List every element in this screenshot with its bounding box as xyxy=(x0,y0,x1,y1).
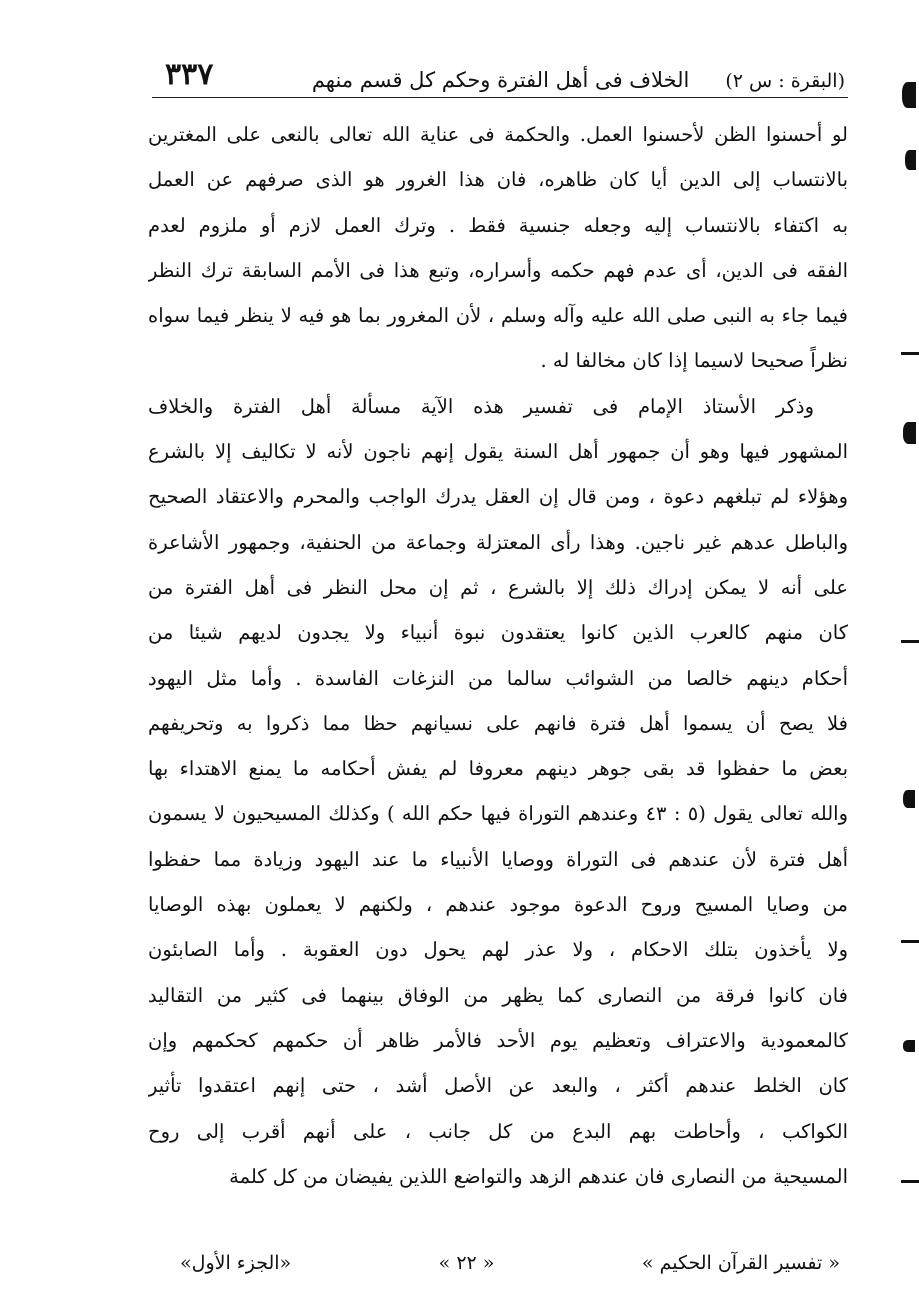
footer-part-label: «الجزء الأول» xyxy=(180,1252,292,1274)
binding-mark xyxy=(903,790,915,808)
text-line: الكواكب ، وأحاطت بهم البدع من كل جانب ، على أنهم أقرب إلى روح xyxy=(148,1119,848,1143)
text-line: المسيحية من النصارى فان عندهم الزهد والتواضع اللذين يفيضان من كل كلمة xyxy=(229,1164,848,1188)
binding-mark xyxy=(902,82,916,108)
text-line: فان كانوا فرقة من النصارى كما يظهر من الوفاق بينهما فى كثير من التقاليد xyxy=(148,983,848,1007)
binding-mark xyxy=(901,352,919,355)
header-surah-reference: (البقرة : س ٢) xyxy=(725,70,845,92)
text-line: فيما جاء به النبى صلى الله عليه وآله وسلم ، لأن المغرور بما هو فيه لا ينظر فيما سواه xyxy=(148,304,848,328)
binding-mark xyxy=(903,1040,915,1052)
running-footer xyxy=(180,1246,840,1280)
text-line: ولا يأخذون بتلك الاحكام ، ولا عذر لهم يحول دون العقوبة . وأما الصابئون xyxy=(148,938,848,962)
binding-edge-marks xyxy=(893,0,919,1314)
running-header xyxy=(165,52,845,92)
text-line: نظراً صحيحا لاسيما إذا كان مخالفا له . xyxy=(540,349,848,373)
text-line: المشهور فيها وهو أن جمهور أهل السنة يقول إنهم ناجون لأنه لا تكاليف إلا بالشرع xyxy=(148,440,848,464)
text-line: بالانتساب إلى الدين أيا كان ظاهره، فان هذا الغرور هو الذى صرفهم عن العمل xyxy=(148,168,848,192)
text-line: وهؤلاء لم تبلغهم دعوة ، ومن قال إن العقل يدرك الواجب والمحرم والاعتقاد الصحيح xyxy=(148,485,848,509)
text-line: والله تعالى يقول (٥ : ٤٣ وعندهم التوراة فيها حكم الله ) وكذلك المسيحيون لا يسمون xyxy=(148,802,848,826)
binding-mark xyxy=(901,640,919,643)
binding-mark xyxy=(901,1180,919,1183)
binding-mark xyxy=(901,940,919,943)
binding-mark xyxy=(905,150,916,170)
binding-mark xyxy=(903,422,916,444)
paragraph xyxy=(148,112,848,384)
header-text-group xyxy=(312,68,845,92)
text-line: وذكر الأستاذ الإمام فى تفسير هذه الآية مسألة أهل الفترة والخلاف xyxy=(148,394,814,418)
text-line: كالمعمودية والاعتراف وتعظيم يوم الأحد فالأمر ظاهر أن حكمهم كحكمهم وإن xyxy=(148,1028,848,1052)
text-line: الفقه فى الدين، أى عدم فهم حكمه وأسراره، وتبع هذا فى الأمم السابقة ترك النظر xyxy=(148,258,848,282)
text-line: والباطل عدهم غير ناجين. وهذا رأى المعتزلة وجماعة من الحنفية، وجمهور الأشاعرة xyxy=(148,530,848,554)
page-number: ٣٣٧ xyxy=(165,57,214,92)
footer-book-title: « تفسير القرآن الحكيم » xyxy=(641,1252,840,1274)
text-line: أهل فترة لأن عندهم فى التوراة ووصايا الأنبياء ما عند اليهود وزيادة مما حفظوا xyxy=(148,847,848,871)
text-line: أحكام دينهم خالصا من الشوائب سالما من النزغات الفاسدة . وأما مثل اليهود xyxy=(148,666,848,690)
header-title: الخلاف فى أهل الفترة وحكم كل قسم منهم xyxy=(311,68,690,92)
text-line: به اكتفاء بالانتساب إليه وجعله جنسية فقط . وترك العمل لازم أو ملزوم لعدم xyxy=(148,213,848,237)
paragraph xyxy=(148,384,848,1199)
text-line: كان منهم كالعرب الذين كانوا يعتقدون نبوة أنبياء ولا يجدون لديهم شيئا من xyxy=(148,621,848,645)
body-text xyxy=(148,112,848,1199)
text-line: من وصايا المسيح وروح الدعوة موجود عندهم ، ولكنهم لا يعملون بهذه الوصايا xyxy=(148,893,848,917)
text-line: بعض ما حفظوا قد بقى جوهر دينهم معروفا لم يفش أحكامه ما يمنع الاهتداء بها xyxy=(148,757,848,781)
text-line: على أنه لا يمكن إدراك ذلك إلا بالشرع ، ثم إن محل النظر فى أهل الفترة من xyxy=(148,575,848,599)
text-line: فلا يصح أن يسموا أهل فترة فانهم على نسيانهم حظا مما ذكروا به وتحريفهم xyxy=(148,711,848,735)
header-divider xyxy=(152,97,848,98)
footer-sheet-number: « ٢٢ » xyxy=(438,1252,495,1274)
text-line: لو أحسنوا الظن لأحسنوا العمل. والحكمة فى عناية الله تعالى بالنعى على المغترين xyxy=(148,123,848,146)
text-line: كان الخلط عندهم أكثر ، والبعد عن الأصل أشد ، حتى إنهم اعتقدوا تأثير xyxy=(148,1074,848,1098)
